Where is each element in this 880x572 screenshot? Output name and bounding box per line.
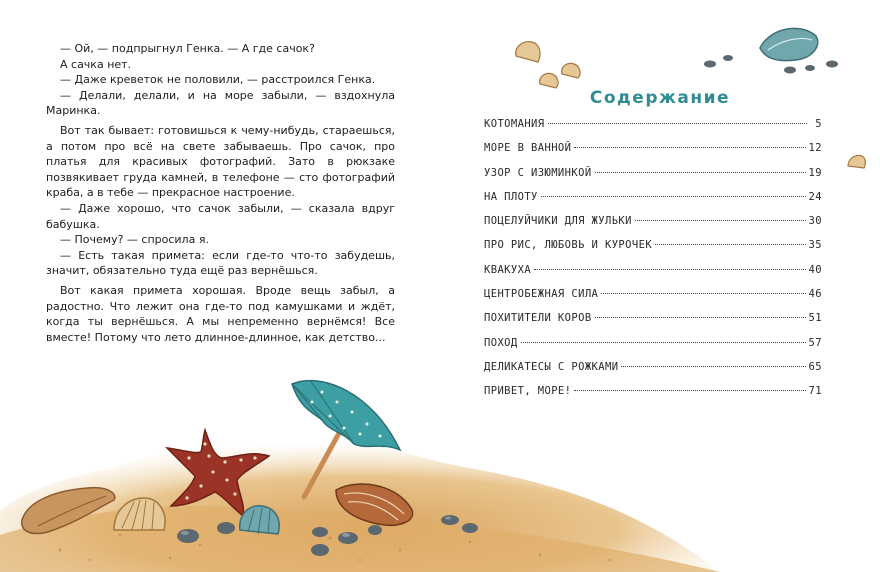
toc-leader-dots [655,244,806,245]
toc-entry-title: КОТОМАНИЯ [484,118,545,130]
story-paragraph: — Ой, — подпрыгнул Генка. — А где сачок? [60,42,315,55]
story-paragraph: — Почему? — спросила я. [60,233,209,247]
toc-entry-page: 71 [808,385,822,398]
toc-leader-dots [601,293,805,294]
toc-leader-dots [635,220,806,221]
toc-entry-uzor-s-izyuminkoy[interactable] [484,167,822,191]
toc-entry-page: 40 [808,263,822,276]
toc-entry-title: ПОХИТИТЕЛИ КОРОВ [484,312,592,325]
toc-entry-page: 65 [808,360,822,373]
toc-entry-title: ПОЦЕЛУЙЧИКИ ДЛЯ ЖУЛЬКИ [484,215,632,228]
toc-entry-kvakuha[interactable] [484,264,822,288]
toc-entry-na-plotu[interactable] [484,191,822,215]
story-paragraph: — Даже хорошо, что сачок забыли, — сказала вдруг бабушка. [46,201,395,231]
toc-leader-dots [574,147,805,148]
toc-leader-dots [621,366,805,367]
toc-leader-dots [595,317,806,318]
toc-entry-page: 57 [808,336,822,349]
toc-entry-page: 35 [808,239,822,252]
story-text [46,41,395,345]
toc-entry-page: 12 [808,142,822,155]
toc-entry-pro-ris[interactable] [484,239,822,263]
toc-entry-more-v-vannoy[interactable] [484,142,822,166]
toc-title: Содержание [589,88,731,108]
story-paragraph: А сачка нет. [60,57,132,71]
right-page [440,0,880,572]
toc-entry-title: МОРЕ В ВАННОЙ [484,142,572,155]
story-paragraph: — Даже креветок не половили, — расстроился Генка. [60,73,376,87]
story-paragraph: Вот так бывает: готовишься к чему-нибудь, стараешься, а потом про всё на свете забываешь. Про сачок, про платья для красивых фотографий. Зато в рюкзаке позвякивает груда камней, в телефоне — сто фотографий краба, а в тебе — прекрасное настроение. [46,123,395,200]
shell-icons [510,18,840,93]
toc-entry-privet-more[interactable] [484,385,822,409]
toc-leader-dots [534,269,805,270]
toc-leader-dots [595,172,806,173]
toc-entry-title: ПРИВЕТ, МОРЕ! [484,385,572,398]
toc-entry-title: НА ПЛОТУ [484,190,538,203]
toc-entry-page: 24 [808,190,822,203]
shell-icons [846,152,868,172]
toc-entry-centrobezhnaya-sila[interactable] [484,288,822,312]
toc-leader-dots [574,390,805,391]
toc-entry-poceluychiki[interactable] [484,215,822,239]
toc-leader-dots [548,123,808,124]
toc-entry-title: ПОХОД [484,336,518,349]
story-paragraph: Вот какая примета хорошая. Вроде вещь забыл, а радостно. Что лежит она где-то под камушками и ждёт, когда ты вернёшься. А мы непременно вернёмся! Все вместе! Потому что лето длинное-длинное, как детство... [46,283,395,344]
toc-entry-title: КВАКУХА [484,263,532,276]
toc-leader-dots [541,196,806,197]
toc-entry-page: 5 [815,118,822,130]
story-paragraph: — Есть такая примета: если где-то что-то забудешь, значит, обязательно туда ещё раз вернёшься. [46,248,395,278]
toc-entry-title: ДЕЛИКАТЕСЫ С РОЖКАМИ [484,360,619,373]
toc-entry-kotomania[interactable] [484,118,822,142]
story-paragraph: — Делали, делали, и на море забыли, — вздохнула Маринка. [46,88,395,118]
toc-entry-title: ЦЕНТРОБЕЖНАЯ СИЛА [484,288,599,301]
toc-entry-page: 19 [808,166,822,179]
toc-leader-dots [521,342,806,343]
toc-entry-page: 30 [808,215,822,228]
toc-entry-title: ПРО РИС, ЛЮБОВЬ И КУРОЧЕК [484,239,653,252]
toc-entry-page: 51 [808,312,822,325]
toc-entry-page: 46 [808,288,822,301]
toc-entry-delikatesy[interactable] [484,361,822,385]
toc-entry-title: УЗОР С ИЗЮМИНКОЙ [484,166,592,179]
toc-entry-pohititeli-korov[interactable] [484,312,822,336]
table-of-contents [484,118,822,410]
toc-entry-pohod[interactable] [484,337,822,361]
